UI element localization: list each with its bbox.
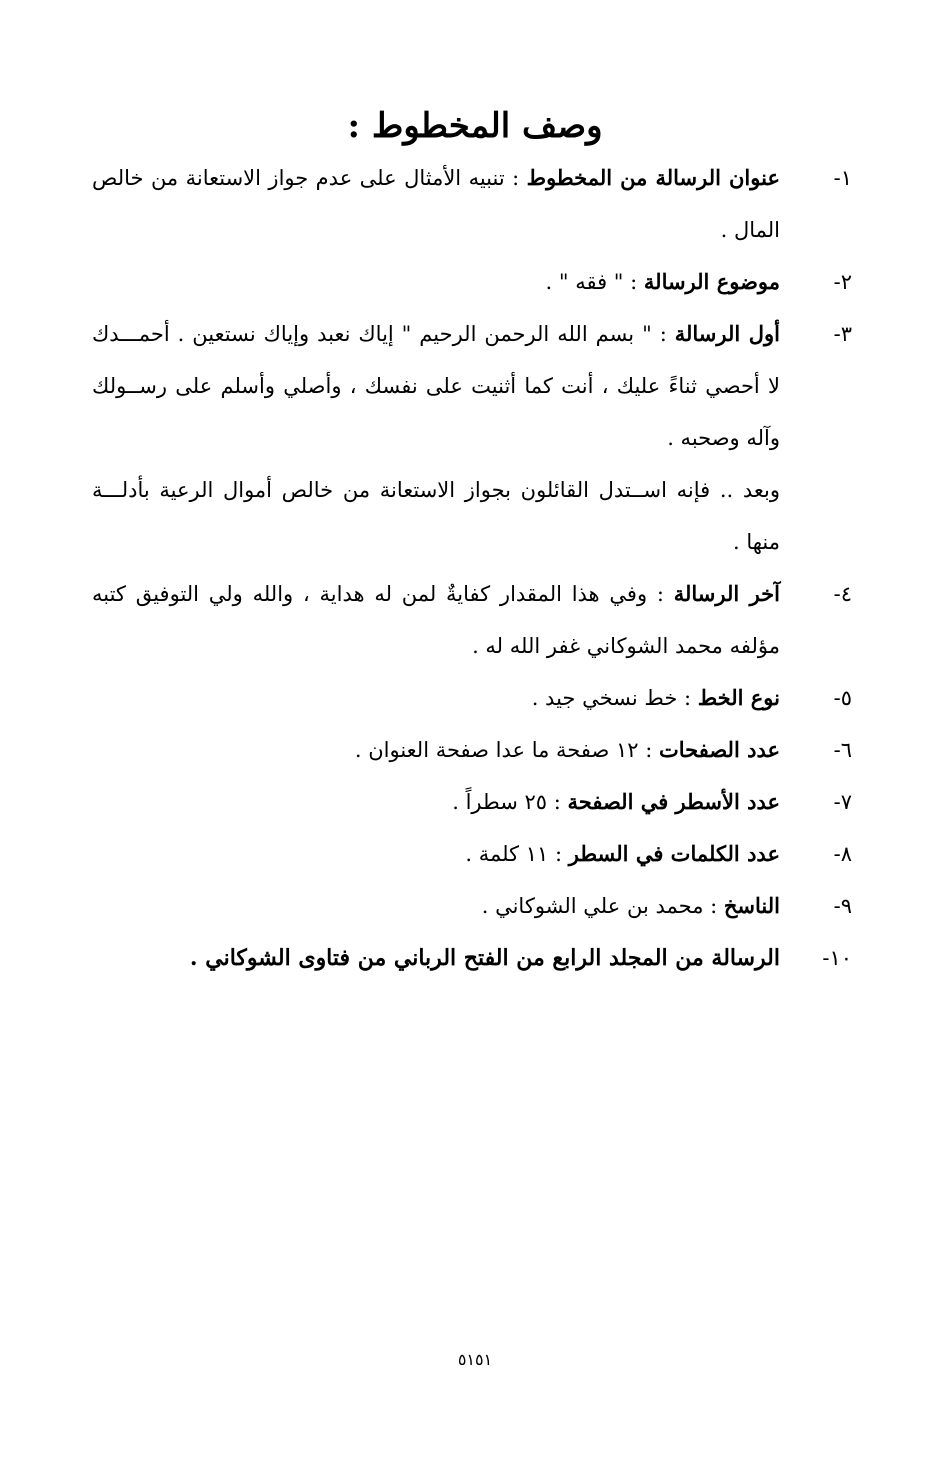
- list-item: [92, 152, 852, 256]
- item-label: عنوان الرسالة من المخطوط: [526, 165, 780, 190]
- item-number: ١-: [833, 166, 852, 190]
- item-number: ٢-: [833, 270, 852, 294]
- item-text: : ١١ كلمة .: [465, 842, 569, 866]
- item-label: الناسخ: [723, 893, 780, 918]
- list-item: [92, 932, 852, 984]
- list-item: [92, 256, 852, 308]
- item-number: ٦-: [833, 738, 852, 762]
- list-item: [92, 776, 852, 828]
- item-text: : محمد بن علي الشوكاني .: [481, 894, 724, 918]
- item-text: : تنبيه الأمثال على عدم جواز الاستعانة من خالص المال .: [92, 166, 780, 242]
- item-text: : " فقه " .: [545, 270, 644, 294]
- item-number: ٥-: [833, 686, 852, 710]
- item-text: : ٢٥ سطراً .: [452, 790, 568, 814]
- list-item-continuation: [92, 464, 852, 568]
- item-label: نوع الخط: [697, 685, 780, 710]
- item-text: وبعد .. فإنه اســتدل القائلون بجواز الاستعانة من خالص أموال الرعية بأدلـــة منها .: [92, 478, 780, 554]
- item-number: ٤-: [833, 582, 852, 606]
- item-text: : وفي هذا المقدار كفايةٌ لمن له هداية ، والله ولي التوفيق كتبه مؤلفه محمد الشوكاني غفر الله له .: [92, 582, 780, 658]
- item-number: ١٠-: [822, 946, 852, 970]
- page-number: ٥١٥١: [457, 1350, 493, 1369]
- list-item: [92, 880, 852, 932]
- page-title: وصف المخطوط :: [347, 106, 603, 146]
- description-list: [92, 152, 852, 984]
- list-item: [92, 672, 852, 724]
- item-text: : ١٢ صفحة ما عدا صفحة العنوان .: [354, 738, 659, 762]
- item-label: عدد الصفحات: [658, 737, 780, 762]
- item-number: ٨-: [833, 842, 852, 866]
- item-label: آخر الرسالة: [673, 581, 781, 606]
- item-label: عدد الأسطر في الصفحة: [567, 789, 780, 814]
- item-number: ٣-: [833, 322, 852, 346]
- item-number: ٧-: [833, 790, 852, 814]
- list-item: [92, 568, 852, 672]
- item-label: أول الرسالة: [674, 321, 780, 346]
- item-text: : " بسم الله الرحمن الرحيم " إياك نعبد وإياك نستعين . أحمـــدك لا أحصي ثناءً عليك ، أنت كما أثنيت على نفسك ، وأصلي وأسلم على رســولك وآله وصحبه .: [92, 322, 780, 450]
- item-text: : خط نسخي جيد .: [531, 686, 698, 710]
- item-text: الرسالة من المجلد الرابع من الفتح الرباني من فتاوى الشوكاني .: [189, 945, 780, 971]
- item-label: موضوع الرسالة: [643, 269, 780, 294]
- list-item: [92, 828, 852, 880]
- list-item: [92, 724, 852, 776]
- item-label: عدد الكلمات في السطر: [568, 841, 780, 866]
- list-item: [92, 308, 852, 464]
- item-number: ٩-: [833, 894, 852, 918]
